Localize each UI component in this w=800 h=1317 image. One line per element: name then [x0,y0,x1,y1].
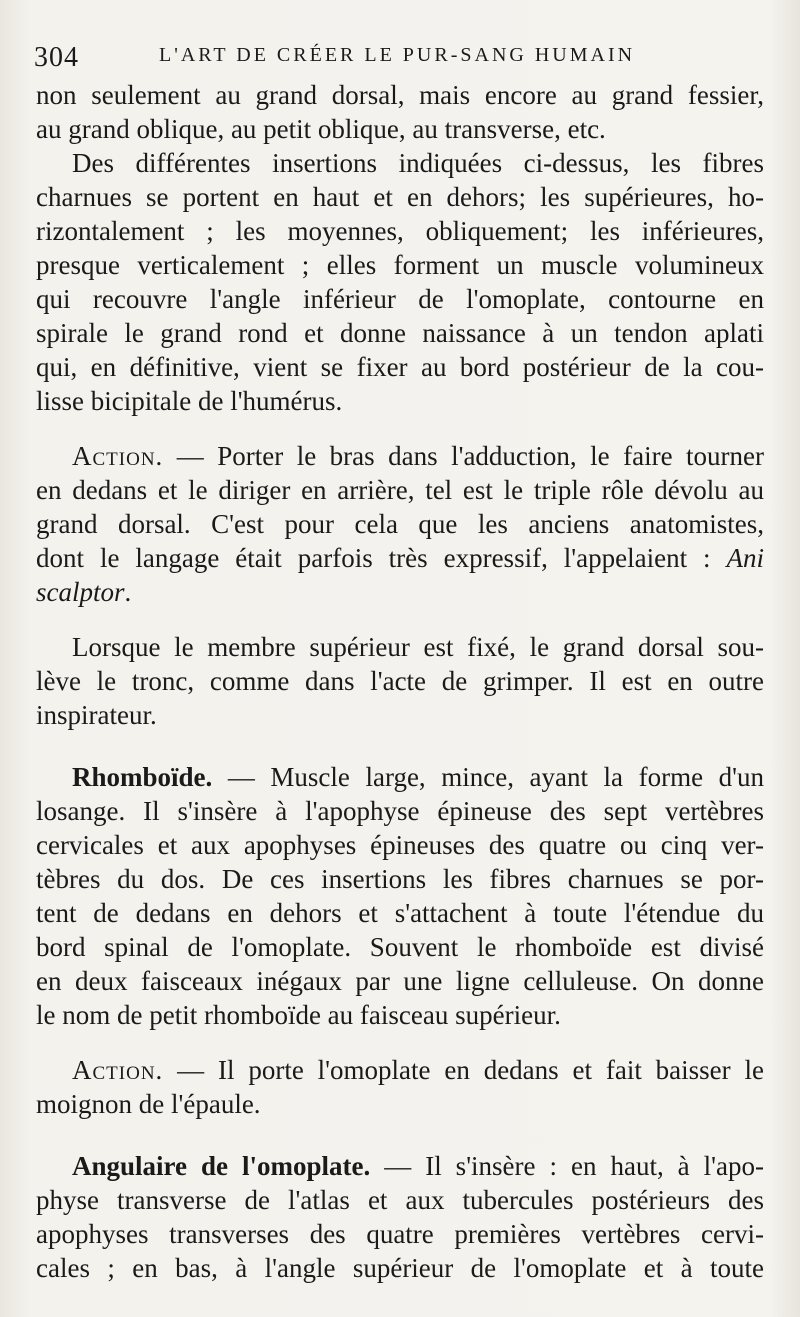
text-line: apophyses transverses des quatre premières vertèbres cervi- [36,1219,764,1249]
text-line: spirale le grand rond et donne naissance à un tendon aplati [36,318,764,348]
paragraph-gap [36,609,764,630]
paragraph-action-rhomboide [36,1053,764,1121]
italic-term: Ani [726,543,764,573]
text-run: — Muscle large, mince, ayant la forme d'un [212,762,764,792]
text-line [36,760,764,794]
text-line: le nom de petit rhomboïde au faisceau supérieur. [36,1000,561,1030]
text-line: cervicales et aux apophyses épineuses des quatre ou cinq ver- [36,830,764,860]
section-gap [36,1121,764,1149]
section-rhomboide [36,760,764,1032]
section-heading: Rhomboïde. [72,762,213,792]
action-label: Action. [72,1055,164,1085]
text-line: Des différentes insertions indiquées ci-dessus, les fibres [72,148,764,178]
text-line: grand dorsal. C'est pour cela que les anciens anatomistes, [36,509,764,539]
text-line: tent de dedans en dehors et s'attachent à toute l'étendue du [36,898,764,928]
paragraph-membre-superieur [36,630,764,732]
text-line: physe transverse de l'atlas et aux tubercules postérieurs des [36,1185,764,1215]
body-text [36,78,764,1285]
paragraph-action-grand-dorsal [36,439,764,609]
italic-term: scalptor [36,577,125,607]
page-header [34,38,774,78]
text-run: — Il porte l'omoplate en dedans et fait baisser le [163,1055,764,1085]
text-line [36,1053,764,1087]
text-line: rizontalement ; les moyennes, obliquement; les inférieures, [36,216,764,246]
text-line: non seulement au grand dorsal, mais encore au grand fessier, [36,80,764,110]
text-line: bord spinal de l'omoplate. Souvent le rhomboïde est divisé [36,932,764,962]
text-line: charnues se portent en haut et en dehors; les supérieures, ho- [36,182,764,212]
text-run: — Il s'insère : en haut, à l'apo- [370,1151,764,1181]
text-line: presque verticalement ; elles forment un muscle volumineux [36,250,764,280]
paragraph-gap [36,1032,764,1053]
text-line: qui, en définitive, vient se fixer au bord postérieur de la cou- [36,352,764,382]
text-line: Lorsque le membre supérieur est fixé, le grand dorsal sou- [72,632,764,662]
text-line [36,575,764,609]
text-line: cales ; en bas, à l'angle supérieur de l'omoplate et à toute [36,1253,764,1283]
paragraph-gap [36,418,764,439]
text-line: lève le tronc, comme dans l'acte de grimper. Il est en outre [36,666,764,696]
text-line: lisse bicipitale de l'humérus. [36,386,343,416]
text-run: . [124,577,132,607]
section-gap [36,732,764,760]
text-line: en deux faisceaux inégaux par une ligne celluleuse. On donne [36,966,764,996]
text-line: inspirateur. [36,700,157,730]
text-line: tèbres du dos. De ces insertions les fibres charnues se por- [36,864,764,894]
text-line: qui recouvre l'angle inférieur de l'omoplate, contourne en [36,284,764,314]
text-line [36,1149,764,1183]
section-heading: Angulaire de l'omoplate. [72,1151,371,1181]
section-angulaire [36,1149,764,1285]
action-label: Action. [72,441,164,471]
text-line: en dedans et le diriger en arrière, tel est le triple rôle dévolu au [36,475,764,505]
paragraph-fibres [36,146,764,418]
text-line: moignon de l'épaule. [36,1089,261,1119]
text-line: au grand oblique, au petit oblique, au transverse, etc. [36,114,606,144]
text-line: losange. Il s'insère à l'apophyse épineuse des sept vertèbres [36,796,764,826]
text-line [36,439,764,473]
text-line [36,541,764,575]
page-number: 304 [34,42,79,73]
text-run: dont le langage était parfois très expressif, l'appelaient : [36,543,727,573]
text-run: — Porter le bras dans l'adduction, le faire tourner [163,441,764,471]
paragraph-continuation [36,78,764,146]
running-title: L'ART DE CRÉER LE PUR-SANG HUMAIN [159,44,636,66]
